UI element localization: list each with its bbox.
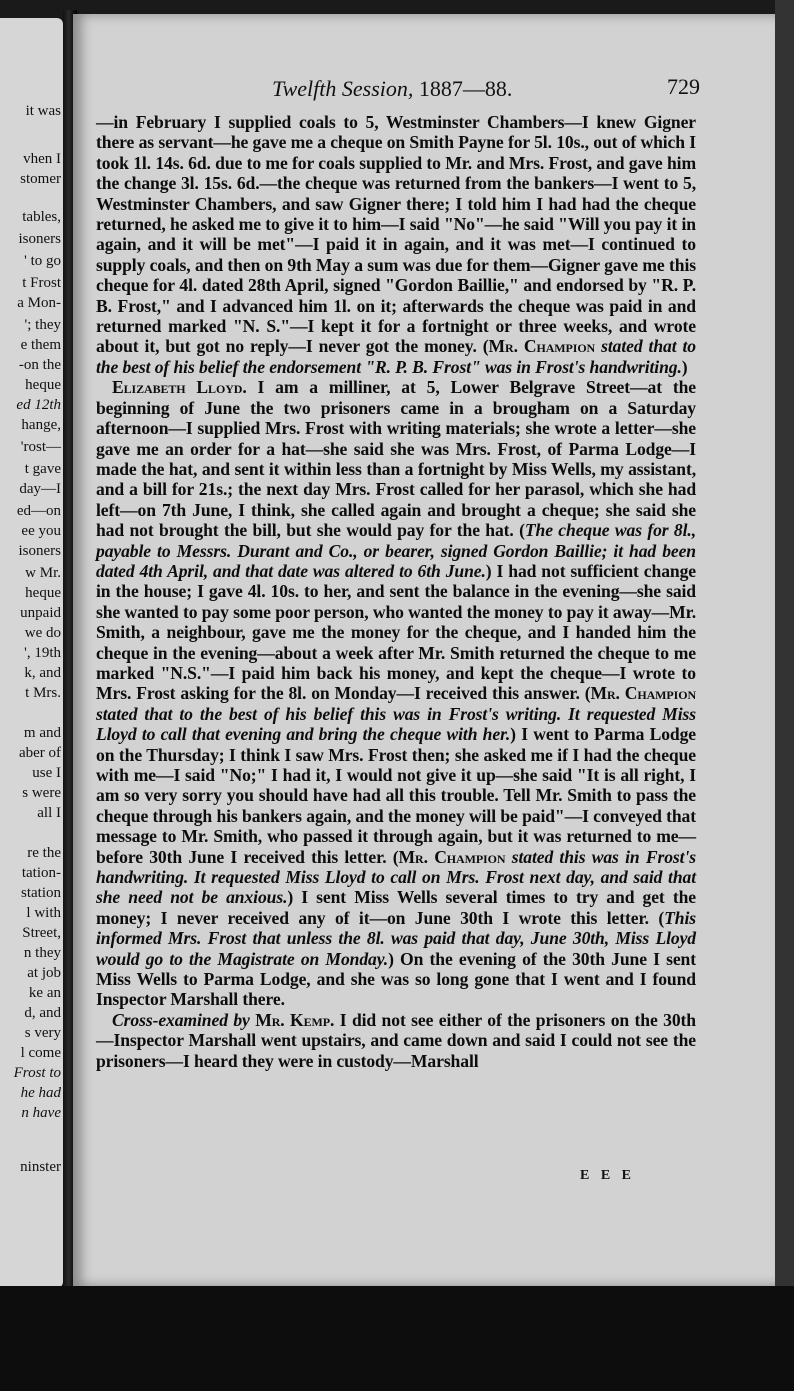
facing-page-text: at job (27, 965, 61, 981)
facing-page-text: d, and (24, 1005, 61, 1021)
facing-page-text: we do (24, 625, 61, 641)
facing-page-text: tables, (22, 209, 61, 225)
scan-border-right (775, 0, 794, 1300)
facing-page-text: isoners (18, 543, 61, 559)
facing-page-text: all I (37, 805, 61, 821)
facing-page-text: t Mrs. (25, 685, 61, 701)
facing-page-text: ed 12th (16, 397, 61, 413)
italic-note: This informed Mrs. Frost that unless the 8l. was paid that day, June 30th, Miss Lloyd would go to the Magistrate on Monday. (96, 907, 696, 969)
text-run: I did not see either of the prisoners on the 30th—Inspector Marshall went upstairs, and came down and said I could not see the prisoners—I heard they were in custody—Marshall (96, 1009, 696, 1071)
facing-page-text: t gave (24, 461, 61, 477)
facing-page-text: 'rost— (20, 439, 61, 455)
facing-page-text: ', 19th (24, 645, 61, 661)
witness-name: Elizabeth Lloyd. (112, 377, 247, 398)
facing-page-text: -on the (18, 357, 61, 373)
facing-page-text: Frost to (13, 1065, 61, 1081)
scan-border-bottom (0, 1286, 794, 1391)
speaker-name: Mr. Champion (398, 846, 506, 867)
facing-page-text: station (21, 885, 61, 901)
facing-page-fragment (0, 18, 63, 1288)
italic-note: stated this was in Frost's handwriting. It requested Miss Lloyd to call on Mrs. Frost next day, and said that she need not be anxious. (96, 846, 696, 908)
facing-page-text: n they (23, 945, 61, 961)
facing-page-text: day—I (19, 481, 61, 497)
facing-page-text: s were (22, 785, 61, 801)
speaker-name: Mr. Kemp. (249, 1009, 335, 1030)
speaker-name: Mr. Champion (590, 683, 697, 704)
speaker-name: Mr. Champion (488, 336, 596, 357)
page-number: 729 (667, 74, 700, 99)
facing-page-text: aber of (18, 745, 61, 761)
running-head-years: 1887—88. (413, 76, 513, 101)
text-run: ) I had not sufficient change in the house; I gave 4l. 10s. to her, and sent the balance in the evening—she said she wanted to pay some poor person, who wanted the money to pay it away—Mr. Smith, a neighbour, gave me the money for the cheque, and I handed him the cheque in the evening—about a week after Mr. Smith returned the cheque to me marked "N.S."—I paid him back his money, and kept the cheque—I wrote to Mrs. Frost asking for the 8l. on Monday—I received this answer. ( (96, 560, 696, 704)
facing-page-text: use I (32, 765, 61, 781)
facing-page-text: l with (26, 905, 61, 921)
facing-page-text: heque (25, 377, 61, 393)
facing-page-text: heque (25, 585, 61, 601)
facing-page-text: ' to go (24, 253, 61, 269)
facing-page-text: m and (23, 725, 61, 741)
running-head-session: Twelfth Session, (272, 76, 414, 101)
facing-page-text: ninster (20, 1159, 61, 1175)
facing-page-text: k, and (24, 665, 61, 681)
signature-mark: E E E (580, 1168, 636, 1183)
text-run: ) On the evening of the 30th June I sent Miss Wells to Parma Lodge, and she was so long gone that I went and I found Inspector Marshall there. (96, 948, 696, 1010)
facing-page-text: it was (25, 103, 61, 119)
facing-page-text: Street, (22, 925, 61, 941)
paragraph-cross-examination (96, 1010, 696, 1071)
facing-page-text: stomer (20, 171, 61, 187)
paragraph-coal-testimony (96, 112, 696, 377)
text-run: ) I sent Miss Wells several times to try and get the money; I never received any of it—on June 30th I wrote this letter. ( (96, 887, 696, 928)
page-header (100, 70, 700, 104)
text-run: —in February I supplied coals to 5, Westminster Chambers—I knew Gigner there as servant—he gave me a cheque on Smith Payne for 5l. 10s., out of which I took 1l. 14s. 6d. due to me for coals supplied to Mr. and Mrs. Frost, and gave him the change 3l. 15s. 6d.—the cheque was returned from the bankers—I went to 5, Westminster Chambers, and saw Gigner there; I told him I had had the cheque returned, he asked me to give it to him—I said "No"—he said "Will you pay it in again, and it will be met"—I paid it in again, and it was met—I continued to supply coals, and then on 9th May a sum was due for them—Gigner gave me this cheque for 4l. dated 28th April, signed "Gordon Baillie," and endorsed by "R. P. B. Frost," and I advanced him 1l. on it; afterwards the cheque was paid in and returned marked "N. S."—I kept it for a fortnight or three weeks, and wrote about it, but got no reply—I never got the money. ( (96, 112, 696, 357)
text-run: ) (681, 356, 688, 377)
facing-page-text: re the (27, 845, 61, 861)
text-run: I am a milliner, at 5, Lower Belgrave Street—at the beginning of June the two prisoners came in a brougham on a Saturday afternoon—I supplied Mrs. Frost with writing materials; she wrote a letter—she gave me an order for a hat—she said she was Mrs. Frost, of Parma Lodge—I made the hat, and sent it within less than a fortnight by Miss Wells, my assistant, and a bill for 21s.; the next day Mrs. Frost called for her parasol, which she had left—on 7th June, I think, she called again and brought a cheque; she said she had not brought the bill, but she would pay for the hat. ( (96, 377, 696, 541)
facing-page-text: s very (24, 1025, 61, 1041)
facing-page-text: isoners (18, 231, 61, 247)
facing-page-text: ee you (21, 523, 61, 539)
italic-note: stated that to the best of his belief this was in Frost's writing. It requested Miss Lloyd to call that evening and bring the cheque with her. (96, 703, 696, 745)
facing-page-text: l come (20, 1045, 61, 1061)
facing-page-text: e them (20, 337, 61, 353)
facing-page-text: t Frost (22, 275, 61, 291)
body-text (96, 112, 696, 1071)
running-head (272, 76, 512, 102)
facing-page-text: ke an (28, 985, 61, 1001)
text-run: ) I went to Parma Lodge on the Thursday; I think I saw Mrs. Frost then; she asked me if I had the cheque with me—I said "No;" I had it, I would not give it up—she said "It is all right, I am so very sorry you should have had all this trouble. Tell Mr. Smith to pass the cheque through his bankers again, and the money will be paid"—I conveyed that message to Mr. Smith, who passed it through again, but it was returned to me—before 30th June I received this letter. ( (96, 724, 696, 867)
facing-page-text: he had (20, 1085, 61, 1101)
facing-page-text: unpaid (20, 605, 61, 621)
italic-note: stated that to the best of his belief the endorsement "R. P. B. Frost" was in Frost's handwriting. (96, 336, 697, 377)
facing-page-text: n have (21, 1105, 61, 1121)
facing-page-text: a Mon- (17, 295, 61, 311)
facing-page-text: w Mr. (25, 565, 61, 581)
facing-page-text: vhen I (23, 151, 61, 167)
italic-note: The cheque was for 8l., payable to Messrs. Durant and Co., or bearer, signed Gordon Baillie; it had been dated 4th April, and that date was altered to 6th June. (96, 520, 696, 581)
facing-page-text: ed—on (16, 503, 61, 519)
facing-page-text: '; they (24, 317, 61, 333)
paragraph-lloyd-testimony (96, 377, 696, 1010)
italic-label: Cross-examined by (112, 1009, 250, 1030)
facing-page-text: tation- (21, 865, 61, 881)
facing-page-text: hange, (21, 417, 61, 433)
